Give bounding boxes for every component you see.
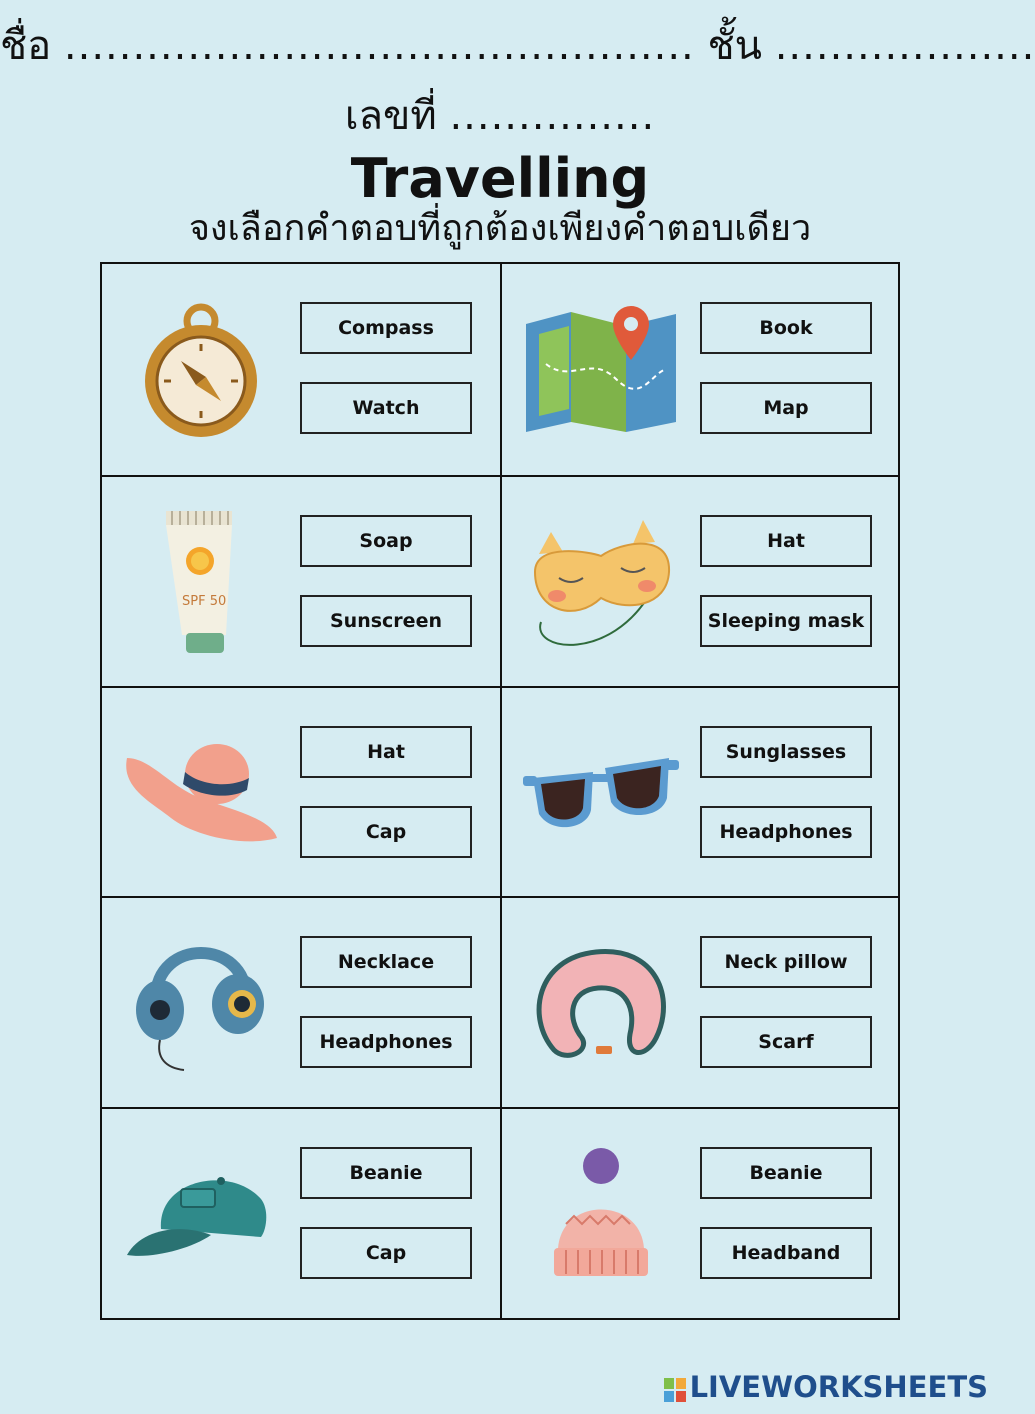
compass-icon xyxy=(116,284,286,454)
answer-option-hat[interactable]: Hat xyxy=(700,515,872,567)
answer-option-watch[interactable]: Watch xyxy=(300,382,472,434)
cap-icon xyxy=(116,1129,286,1299)
answer-option-sunglasses[interactable]: Sunglasses xyxy=(700,726,872,778)
question-grid xyxy=(100,262,900,1320)
sunglasses-icon xyxy=(516,708,686,878)
name-blank[interactable]: .............................................. xyxy=(63,23,695,69)
answer-option-sleeping-mask[interactable]: Sleeping mask xyxy=(700,595,872,647)
question-cell-10 xyxy=(500,1107,898,1318)
answer-option-cap[interactable]: Cap xyxy=(300,806,472,858)
class-blank[interactable]: ................... xyxy=(774,23,1035,69)
answer-option-cap[interactable]: Cap xyxy=(300,1227,472,1279)
number-line xyxy=(0,88,1000,144)
map-icon xyxy=(516,284,686,454)
answer-option-headphones[interactable]: Headphones xyxy=(700,806,872,858)
number-blank[interactable]: ............... xyxy=(449,93,656,139)
class-label: ชั้น xyxy=(707,23,762,69)
number-label: เลขที่ xyxy=(344,93,437,139)
answer-option-headphones[interactable]: Headphones xyxy=(300,1016,472,1068)
question-cell-6 xyxy=(500,686,898,897)
question-cell-8 xyxy=(500,896,898,1107)
question-cell-5 xyxy=(102,686,500,897)
sun-hat-icon xyxy=(116,708,286,878)
answer-option-neck-pillow[interactable]: Neck pillow xyxy=(700,936,872,988)
question-cell-2 xyxy=(500,264,898,475)
answer-option-necklace[interactable]: Necklace xyxy=(300,936,472,988)
liveworksheets-logo-icon xyxy=(664,1375,686,1399)
answer-option-headband[interactable]: Headband xyxy=(700,1227,872,1279)
answer-option-compass[interactable]: Compass xyxy=(300,302,472,354)
question-cell-1 xyxy=(102,264,500,475)
svg-text:SPF 50: SPF 50 xyxy=(182,593,227,609)
name-class-line xyxy=(0,18,1035,74)
answer-option-book[interactable]: Book xyxy=(700,302,872,354)
answer-option-beanie[interactable]: Beanie xyxy=(700,1147,872,1199)
question-cell-4 xyxy=(500,475,898,686)
name-label: ชื่อ xyxy=(0,23,52,69)
sunscreen-icon xyxy=(116,497,286,667)
beanie-icon xyxy=(516,1129,686,1299)
instruction-text: จงเลือกคำตอบที่ถูกต้องเพียงคำตอบเดียว xyxy=(188,208,812,249)
headphones-icon xyxy=(116,918,286,1088)
question-cell-3 xyxy=(102,475,500,686)
worksheet-title: Travelling xyxy=(350,147,650,210)
sleeping-mask-icon xyxy=(516,497,686,667)
neck-pillow-icon xyxy=(516,918,686,1088)
answer-option-sunscreen[interactable]: Sunscreen xyxy=(300,595,472,647)
question-cell-7 xyxy=(102,896,500,1107)
liveworksheets-logo-text: LIVEWORKSHEETS xyxy=(689,1370,988,1404)
answer-option-scarf[interactable]: Scarf xyxy=(700,1016,872,1068)
answer-option-hat[interactable]: Hat xyxy=(300,726,472,778)
answer-option-soap[interactable]: Soap xyxy=(300,515,472,567)
question-cell-9 xyxy=(102,1107,500,1318)
liveworksheets-logo xyxy=(664,1370,988,1404)
answer-option-map[interactable]: Map xyxy=(700,382,872,434)
answer-option-beanie[interactable]: Beanie xyxy=(300,1147,472,1199)
